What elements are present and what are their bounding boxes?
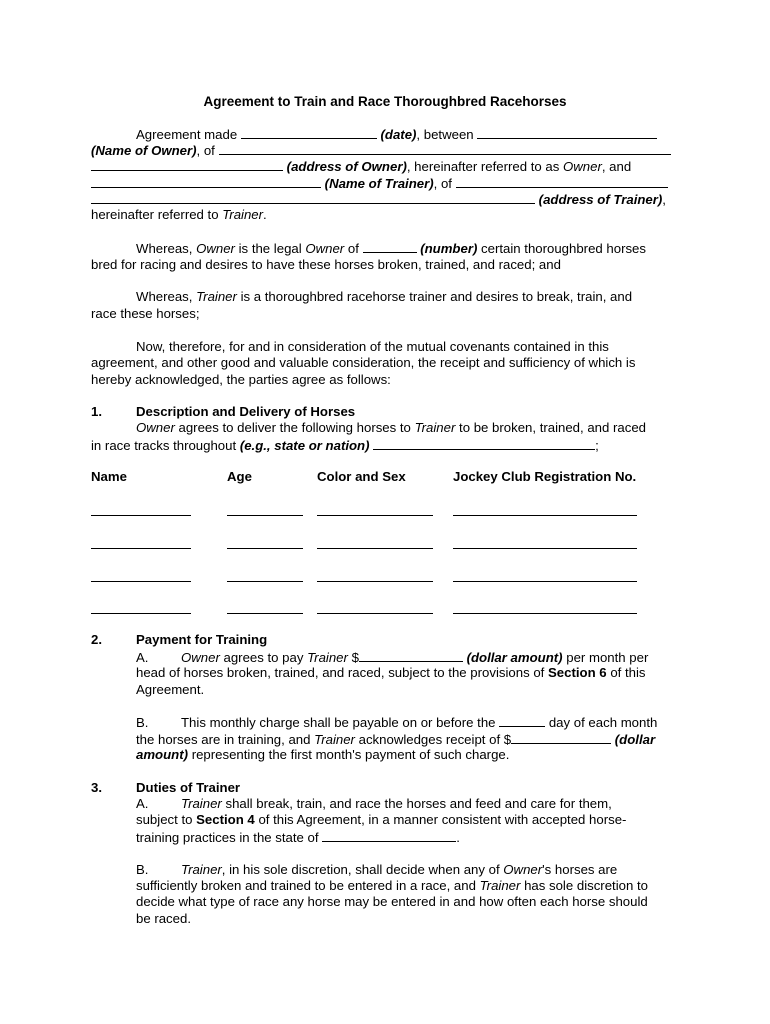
whereas-1-line-2: bred for racing and desires to have these horses broken, trained, and raced; and [91,257,561,272]
date-blank[interactable] [241,126,377,139]
whereas-2-line-2: race these horses; [91,306,200,321]
owner-address-blank[interactable] [91,158,283,171]
horse-age-blank[interactable] [227,613,303,614]
horse-row [0,548,770,550]
section-3a-line-2: subject to Section 4 of this Agreement, in a manner consistent with accepted horse- [136,812,627,827]
section-2a-line-3: Agreement. [136,682,205,697]
section-1-line-1: Owner agrees to deliver the following horses to Trainer to be broken, trained, and raced [136,420,646,435]
horse-row [0,581,770,583]
section-3b-line-1: B. Trainer, in his sole discretion, shall decide when any of Owner's horses are [136,862,618,877]
intro-line-4: (Name of Trainer), of [91,175,681,192]
race-tracks-blank[interactable] [373,437,595,450]
section-3a-line-3: training practices in the state of . [136,830,460,845]
horse-registration-blank[interactable] [453,548,637,549]
now-line-2: agreement, and other good and valuable consideration, the receipt and sufficiency of which is [91,355,636,370]
section-3-heading: Duties of Trainer [136,780,241,795]
col-age-header: Age [227,469,252,484]
horse-registration-blank[interactable] [453,515,637,516]
horse-row [0,515,770,517]
section-2b-line-2: the horses are in training, and Trainer acknowledges receipt of $ (dollar [136,732,656,747]
now-line-1: Now, therefore, for and in consideration of the mutual covenants contained in this [136,339,609,354]
document-title: Agreement to Train and Race Thoroughbred Racehorses [203,94,567,109]
state-blank[interactable] [322,829,456,842]
section-1-line-2: in race tracks throughout (e.g., state or nation) ; [91,438,599,453]
horse-color-blank[interactable] [317,581,433,582]
section-1-number: 1. [91,404,102,419]
section-3b-line-2: sufficiently broken and trained to be entered in a race, and Trainer has sole discretion to [136,878,648,893]
horse-name-blank[interactable] [91,515,191,516]
section-2-number: 2. [91,632,102,647]
horse-name-blank[interactable] [91,548,191,549]
whereas-1-line-1: Whereas, Owner is the legal Owner of (number) certain thoroughbred horses [136,241,646,256]
horse-age-blank[interactable] [227,515,303,516]
horse-name-blank[interactable] [91,613,191,614]
trainer-of-blank[interactable] [456,175,668,188]
col-registration-header: Jockey Club Registration No. [453,469,637,484]
horse-color-blank[interactable] [317,613,433,614]
section-3a-line-1: A. Trainer shall break, train, and race the horses and feed and care for them, [136,796,612,811]
section-2a-line-1: A. Owner agrees to pay Trainer $ (dollar amount) per month per [136,650,649,665]
trainer-address-blank[interactable] [91,191,535,204]
intro-line-5: (address of Trainer), [91,191,681,208]
section-2-heading: Payment for Training [136,632,268,647]
trainer-name-blank[interactable] [91,175,321,188]
payment-day-blank[interactable] [499,714,545,727]
intro-line-1: Agreement made (date), between [91,126,681,143]
whereas-2-line-1: Whereas, Trainer is a thoroughbred racehorse trainer and desires to break, train, and [136,289,633,304]
section-3b-line-4: be raced. [136,911,191,926]
section-3b-line-3: decide what type of race any horse may be entered in and how often each horse should [136,894,648,909]
horse-age-blank[interactable] [227,581,303,582]
now-line-3: hereby acknowledged, the parties agree as follows: [91,372,391,387]
intro-line-2: (Name of Owner), of [91,142,681,159]
intro-line-3: (address of Owner), hereinafter referred to as Owner, and [91,158,681,175]
receipt-amount-blank[interactable] [511,731,611,744]
col-color-sex-header: Color and Sex [317,469,406,484]
horse-color-blank[interactable] [317,515,433,516]
monthly-amount-blank[interactable] [359,649,463,662]
owner-of-blank[interactable] [219,142,671,155]
horse-name-blank[interactable] [91,581,191,582]
between-blank[interactable] [477,126,657,139]
section-2b-line-3: amount) representing the first month's payment of such charge. [136,747,510,762]
section-2a-line-2: head of horses broken, trained, and raced, subject to the provisions of Section 6 of this [136,665,646,680]
intro-line-6: hereinafter referred to Trainer. [91,207,267,222]
horse-age-blank[interactable] [227,548,303,549]
horse-color-blank[interactable] [317,548,433,549]
horse-registration-blank[interactable] [453,613,637,614]
horse-row [0,613,770,615]
horse-registration-blank[interactable] [453,581,637,582]
section-3-number: 3. [91,780,102,795]
section-2b-line-1: B. This monthly charge shall be payable on or before the day of each month [136,715,658,730]
col-name-header: Name [91,469,127,484]
number-blank[interactable] [363,240,417,253]
section-1-heading: Description and Delivery of Horses [136,404,356,419]
